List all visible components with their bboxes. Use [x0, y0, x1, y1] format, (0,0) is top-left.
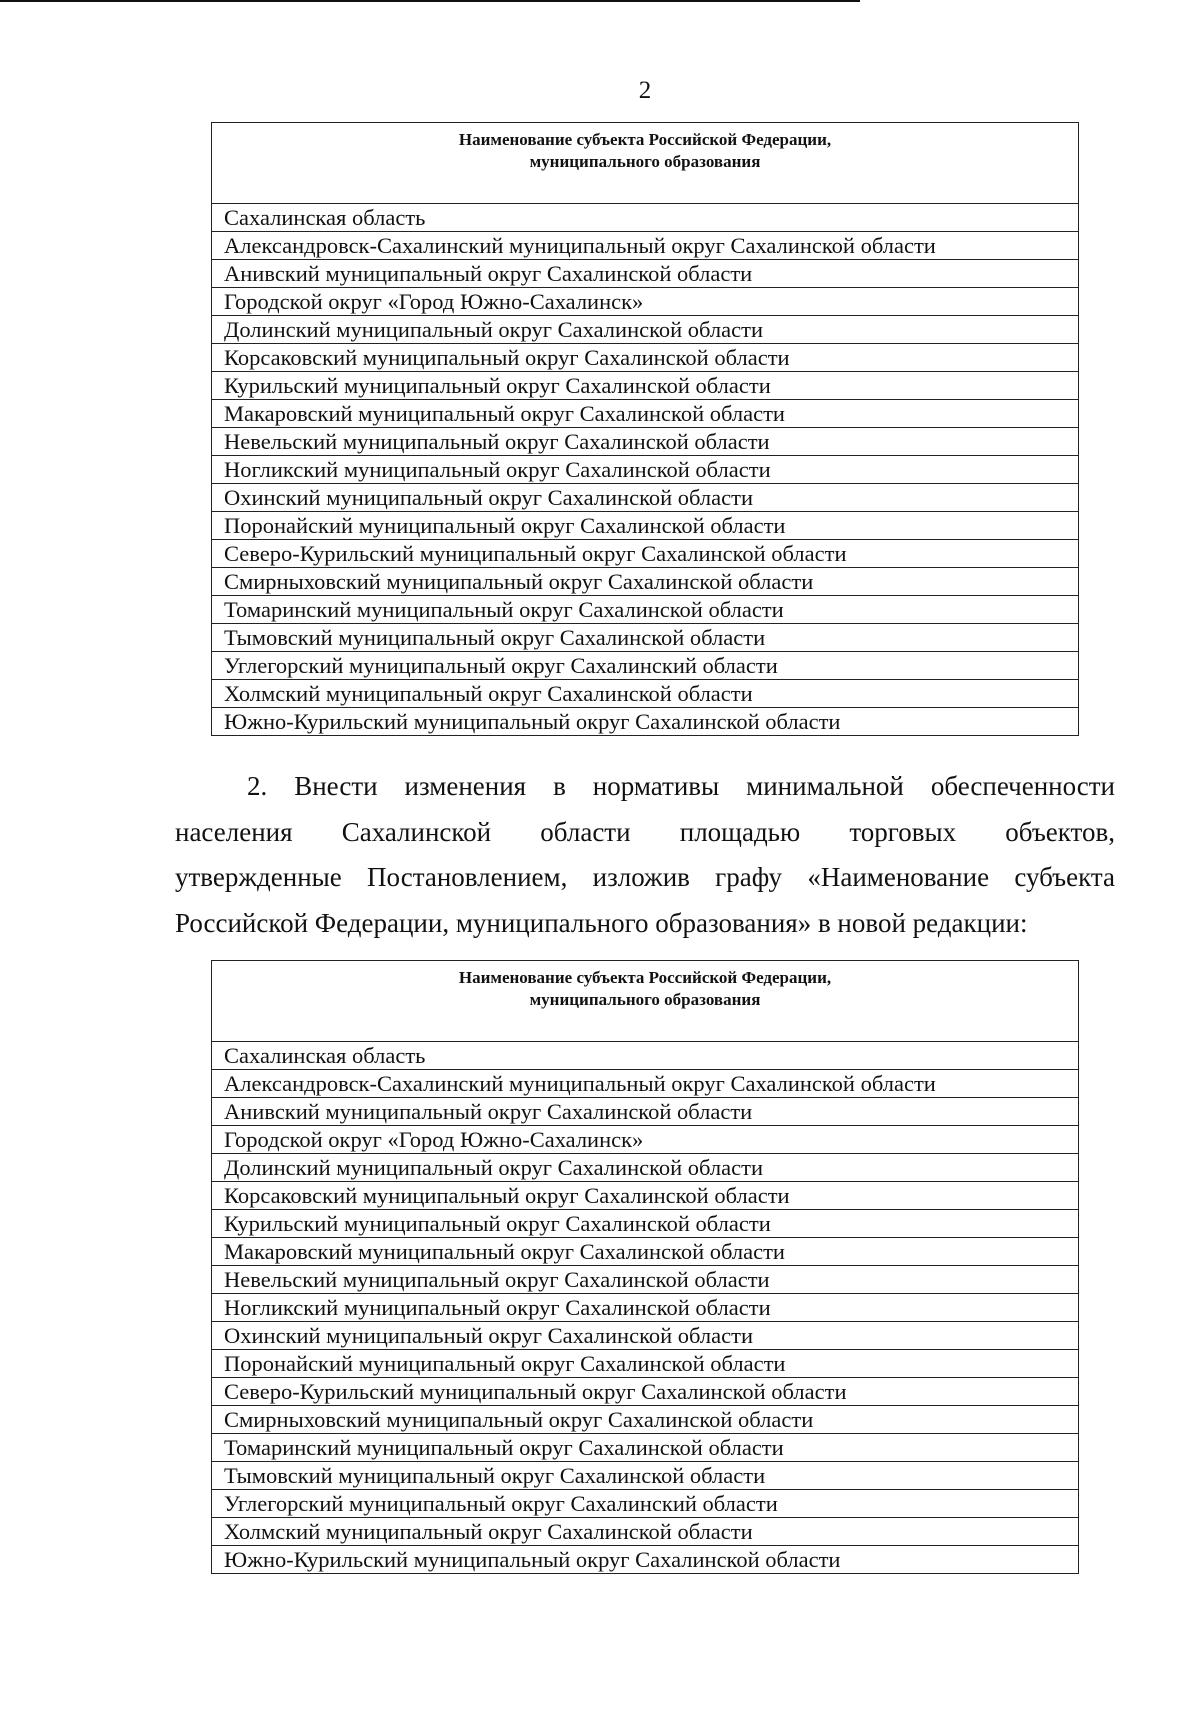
table-cell: Томаринский муниципальный округ Сахалинской области — [212, 596, 1079, 624]
table-cell: Тымовский муниципальный округ Сахалинской области — [212, 624, 1079, 652]
table-row — [212, 1434, 1079, 1462]
table-cell: Макаровский муниципальный округ Сахалинской области — [212, 400, 1079, 428]
table-cell: Углегорский муниципальный округ Сахалинский области — [212, 652, 1079, 680]
table-cell: Корсаковский муниципальный округ Сахалинской области — [212, 1182, 1079, 1210]
table-cell: Анивский муниципальный округ Сахалинской области — [212, 260, 1079, 288]
table-row — [212, 372, 1079, 400]
table-cell: Поронайский муниципальный округ Сахалинской области — [212, 512, 1079, 540]
table-row — [212, 456, 1079, 484]
table-row — [212, 680, 1079, 708]
table-row — [212, 316, 1079, 344]
table-cell: Северо-Курильский муниципальный округ Сахалинской области — [212, 1378, 1079, 1406]
table-row — [212, 1294, 1079, 1322]
table-row — [212, 260, 1079, 288]
table-row — [212, 1210, 1079, 1238]
table-cell: Охинский муниципальный округ Сахалинской области — [212, 484, 1079, 512]
table-row — [212, 1238, 1079, 1266]
municipalities-table-current — [211, 122, 1079, 736]
table-cell: Городской округ «Город Южно-Сахалинск» — [212, 1126, 1079, 1154]
table-header-line-1: Наименование субъекта Российской Федерации, — [458, 968, 832, 987]
table-row — [212, 1490, 1079, 1518]
table-row — [212, 1518, 1079, 1546]
table-row — [212, 1042, 1079, 1070]
table-header-line-2: муниципального образования — [529, 152, 761, 171]
table-row — [212, 652, 1079, 680]
table-row — [212, 400, 1079, 428]
table-cell: Сахалинская область — [212, 1042, 1079, 1070]
table-cell: Поронайский муниципальный округ Сахалинской области — [212, 1350, 1079, 1378]
table-cell: Охинский муниципальный округ Сахалинской области — [212, 1322, 1079, 1350]
table-row — [212, 708, 1079, 736]
table-row — [212, 1378, 1079, 1406]
top-edge-rule — [0, 0, 860, 2]
table-header-cell — [212, 961, 1079, 1042]
table-row — [212, 540, 1079, 568]
paragraph-line-1: 2. Внести изменения в нормативы минимальной обеспеченности — [247, 771, 1115, 801]
table-row — [212, 428, 1079, 456]
table-row — [212, 1350, 1079, 1378]
table-row — [212, 596, 1079, 624]
table-cell: Томаринский муниципальный округ Сахалинской области — [212, 1434, 1079, 1462]
table-cell: Северо-Курильский муниципальный округ Сахалинской области — [212, 540, 1079, 568]
table-cell: Невельский муниципальный округ Сахалинской области — [212, 428, 1079, 456]
table-cell: Макаровский муниципальный округ Сахалинской области — [212, 1238, 1079, 1266]
table-row — [212, 484, 1079, 512]
table-cell: Корсаковский муниципальный округ Сахалинской области — [212, 344, 1079, 372]
table-cell: Анивский муниципальный округ Сахалинской области — [212, 1098, 1079, 1126]
table-row — [212, 568, 1079, 596]
table-row — [212, 1154, 1079, 1182]
table-cell: Курильский муниципальный округ Сахалинской области — [212, 372, 1079, 400]
table-row — [212, 1126, 1079, 1154]
table-row — [212, 1406, 1079, 1434]
table-cell: Углегорский муниципальный округ Сахалинский области — [212, 1490, 1079, 1518]
paragraph-line-3: утвержденные Постановлением, изложив графу «Наименование субъекта — [175, 862, 1115, 892]
table-row — [212, 1462, 1079, 1490]
table-row — [212, 288, 1079, 316]
table-header-cell — [212, 123, 1079, 204]
table-header-line-2: муниципального образования — [529, 990, 761, 1009]
amendment-paragraph — [175, 764, 1115, 946]
table-cell: Городской округ «Город Южно-Сахалинск» — [212, 288, 1079, 316]
table-cell: Смирныховский муниципальный округ Сахалинской области — [212, 568, 1079, 596]
table-header-row — [212, 123, 1079, 204]
table-cell: Холмский муниципальный округ Сахалинской области — [212, 680, 1079, 708]
table-cell: Холмский муниципальный округ Сахалинской области — [212, 1518, 1079, 1546]
table-cell: Александровск-Сахалинский муниципальный округ Сахалинской области — [212, 1070, 1079, 1098]
table-row — [212, 1546, 1079, 1574]
table-cell: Смирныховский муниципальный округ Сахалинской области — [212, 1406, 1079, 1434]
table-row — [212, 344, 1079, 372]
table-cell: Южно-Курильский муниципальный округ Сахалинской области — [212, 708, 1079, 736]
table-row — [212, 1322, 1079, 1350]
paragraph-line-2: населения Сахалинской области площадью торговых объектов, — [175, 816, 1115, 847]
table-row — [212, 512, 1079, 540]
table-cell: Долинский муниципальный округ Сахалинской области — [212, 1154, 1079, 1182]
municipalities-table-new — [211, 960, 1079, 1574]
table-cell: Сахалинская область — [212, 204, 1079, 232]
table-cell: Долинский муниципальный округ Сахалинской области — [212, 316, 1079, 344]
table-cell: Ногликский муниципальный округ Сахалинской области — [212, 1294, 1079, 1322]
table-cell: Невельский муниципальный округ Сахалинской области — [212, 1266, 1079, 1294]
table-row — [212, 1098, 1079, 1126]
table-row — [212, 1182, 1079, 1210]
table-row — [212, 624, 1079, 652]
table-cell: Александровск-Сахалинский муниципальный округ Сахалинской области — [212, 232, 1079, 260]
table-header-line-1: Наименование субъекта Российской Федерации, — [458, 130, 832, 149]
table-row — [212, 1070, 1079, 1098]
table-cell: Южно-Курильский муниципальный округ Сахалинской области — [212, 1546, 1079, 1574]
table-row — [212, 232, 1079, 260]
table-cell: Курильский муниципальный округ Сахалинской области — [212, 1210, 1079, 1238]
table-row — [212, 1266, 1079, 1294]
table-row — [212, 204, 1079, 232]
page-number: 2 — [638, 77, 652, 104]
table-cell: Ногликский муниципальный округ Сахалинской области — [212, 456, 1079, 484]
paragraph-line-4: Российской Федерации, муниципального образования» в новой редакции: — [175, 907, 1028, 938]
table-header-row — [212, 961, 1079, 1042]
table-cell: Тымовский муниципальный округ Сахалинской области — [212, 1462, 1079, 1490]
